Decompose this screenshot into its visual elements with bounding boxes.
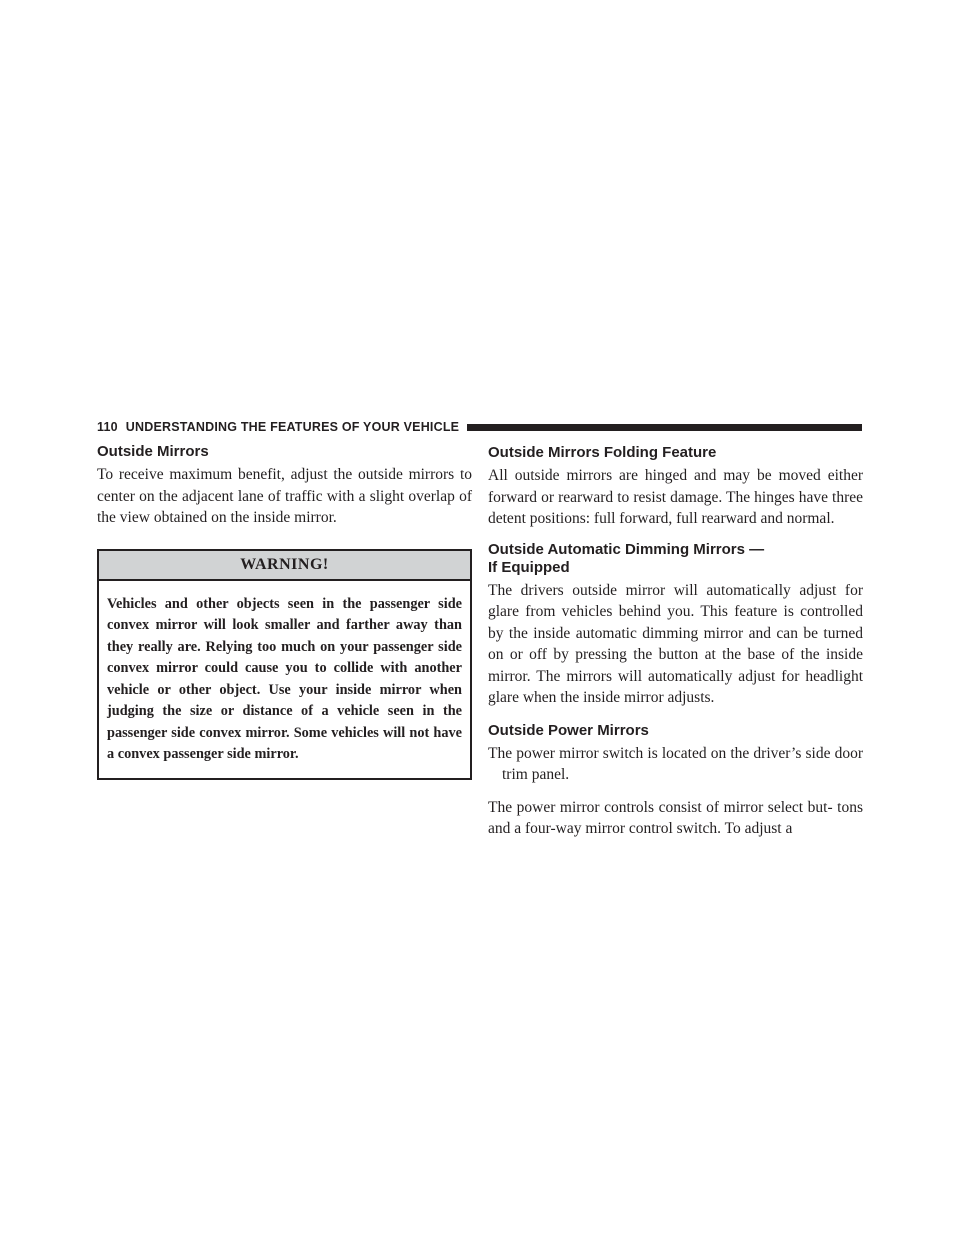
right-column — [488, 440, 863, 840]
heading-dimming-line2: If Equipped — [488, 558, 570, 576]
paragraph-dimming-mirrors: The drivers outside mirror will automatically adjust for glare from vehicles behind you. This feature is controlled by the inside automatic dimming mirror and can be turned on or off by pressing the button at the base of the inside mirror. The mirrors will automatically adjust for headlight glare when the inside mirror adjusts. — [488, 581, 863, 706]
paragraph-power-switch: The power mirror switch is located on the driver’s side door trim panel. — [488, 744, 863, 783]
paragraph-folding-feature: All outside mirrors are hinged and may be moved either forward or rearward to resist damage. The hinges have three detent positions: full forward, full rearward and normal. — [488, 467, 863, 527]
left-column — [97, 440, 472, 780]
heading-power-mirrors: Outside Power Mirrors — [488, 721, 649, 739]
page-number: 110 — [97, 420, 118, 434]
paragraph-power-controls: The power mirror controls consist of mirror select but- tons and a four-way mirror control switch. To adjust a — [488, 798, 863, 837]
running-header — [97, 419, 862, 435]
heading-dimming-mirrors — [488, 541, 863, 577]
heading-outside-mirrors: Outside Mirrors — [97, 443, 209, 460]
section-title: UNDERSTANDING THE FEATURES OF YOUR VEHICLE — [125, 420, 460, 434]
heading-folding-feature: Outside Mirrors Folding Feature — [488, 444, 717, 461]
warning-title: WARNING! — [99, 551, 470, 581]
warning-box — [97, 549, 472, 780]
paragraph-outside-mirrors: To receive maximum benefit, adjust the outside mirrors to center on the adjacent lane of traffic with a slight overlap of the view obtained on the inside mirror. — [97, 466, 472, 526]
warning-text: Vehicles and other objects seen in the passenger side convex mirror will look smaller and farther away than they really are. Relying too much on your passenger side convex mirror could cause you to collide with another vehicle or other object. Use your inside mirror when judging the size or distance of a vehicle seen in the passenger side convex mirror. Some vehicles will not have a convex passenger side mirror. — [107, 595, 462, 762]
header-rule — [467, 424, 862, 431]
heading-dimming-line1: Outside Automatic Dimming Mirrors — — [488, 540, 765, 558]
